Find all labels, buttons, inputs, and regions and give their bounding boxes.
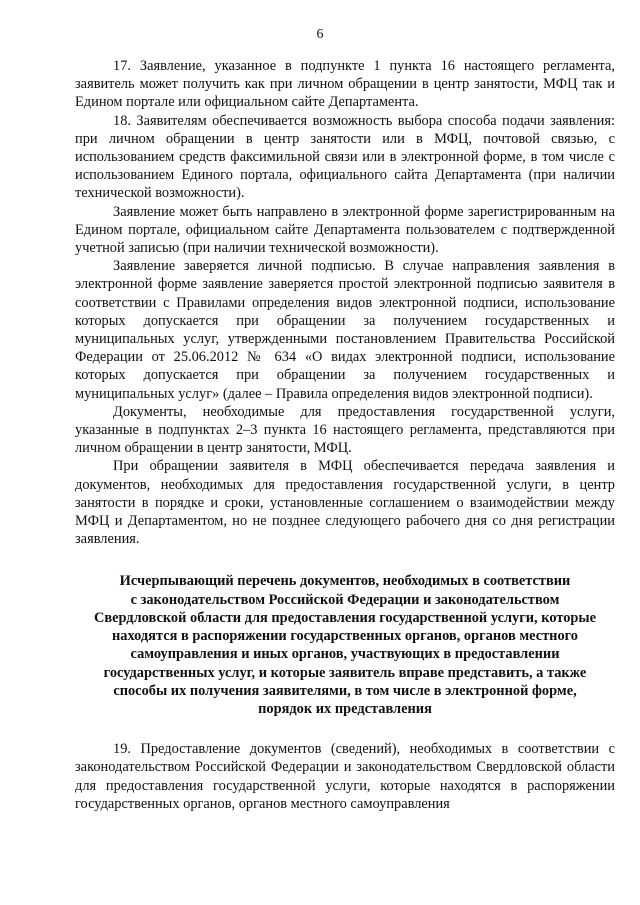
heading-line: государственных услуг, и которые заявитель вправе представить, а также (103, 664, 587, 681)
paragraph-19: 19. Предоставление документов (сведений), необходимых в соответствии с законодательством Российской Федерации и законодательством Свердловской области для предоставления государственной услуги, которые находятся в распоряжении государственных органов, органов местного самоуправления (75, 741, 615, 812)
page-number: 6 (316, 27, 324, 42)
paragraph-signature: Заявление заверяется личной подписью. В случае направления заявления в электронной форме заявление заверяется простой электронной подписью заявителя в соответствии с Правилами определения видов электронной подписи, использование которых допускается при обращении за получением государственных и муниципальных услуг, утвержденными постановлением Правительства Российской Федерации от 25.06.2012 № 634 «О видах электронной подписи, использование которых допускается при обращении за получением государственных и муниципальных услуг» (далее – Правила определения видов электронной подписи). (75, 258, 615, 402)
heading-line: порядок их представления (258, 700, 432, 717)
heading-line: Исчерпывающий перечень документов, необходимых в соответствии (119, 573, 571, 590)
paragraph-18: 18. Заявителям обеспечивается возможность выбора способа подачи заявления: при личном обращении в центр занятости или в МФЦ, почтовой связью, с использованием средств факсимильной связи или в электронной форме, в том числе с использованием Единого портала, официального сайта Департамента (при наличии технической возможности). (75, 112, 615, 202)
heading-line: Свердловской области для предоставления государственной услуги, которые (93, 609, 597, 626)
heading-line: находятся в распоряжении государственных органов, органов местного (111, 628, 579, 645)
heading-line: самоуправления и иных органов, участвующих в предоставлении (130, 646, 560, 663)
section-heading (75, 572, 615, 718)
heading-line: способы их получения заявителями, в том числе в электронной форме, (113, 682, 577, 699)
paragraph-documents: Документы, необходимые для предоставления государственной услуги, указанные в подпунктах 2–3 пункта 16 настоящего регламента, представляются при личном обращении в центр занятости, МФЦ. (75, 403, 615, 457)
paragraph-mfc: При обращении заявителя в МФЦ обеспечивается передача заявления и документов, необходимых для предоставления государственной услуги, в центр занятости в порядке и сроки, установленные соглашением о взаимодействии между МФЦ и Департаментом, но не позднее следующего рабочего дня со дня регистрации заявления. (75, 458, 615, 548)
paragraph-electronic-submission: Заявление может быть направлено в электронной форме зарегистрированным на Едином портале, официальном сайте Департамента пользователем с подтвержденной учетной записью (при наличии технической возможности). (75, 203, 615, 257)
document-body (75, 57, 615, 813)
paragraph-17: 17. Заявление, указанное в подпункте 1 пункта 16 настоящего регламента, заявитель может получить как при личном обращении в центр занятости, МФЦ так и Едином портале или официальном сайте Департамента. (75, 58, 615, 111)
heading-line: с законодательством Российской Федерации и законодательством (130, 591, 560, 608)
